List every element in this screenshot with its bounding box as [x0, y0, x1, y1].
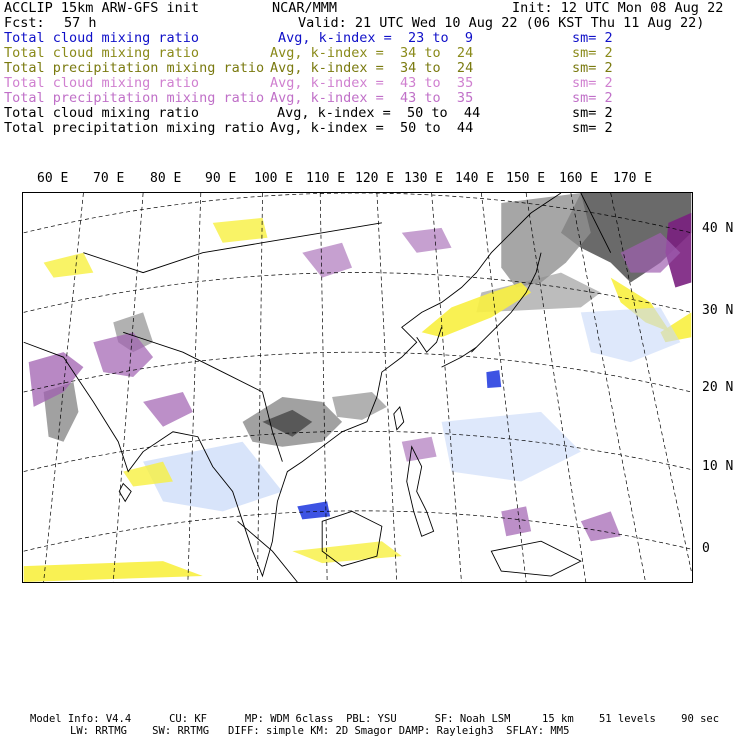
longitude-label: 80 E — [150, 171, 182, 186]
legend-field-name: Total precipitation mixing ratio — [4, 90, 265, 106]
longitude-label: 60 E — [37, 171, 69, 186]
legend-smoothing: sm= 2 — [572, 120, 613, 136]
forecast-hour-label: Fcst: — [4, 15, 45, 31]
model-info-line-1: Model Info: V4.4 CU: KF MP: WDM 6class PBL: YSU SF: Noah LSM 15 km 51 levels 90 sec — [30, 713, 720, 725]
latitude-label: 0 — [702, 541, 710, 556]
longitude-label: 70 E — [93, 171, 125, 186]
legend-k-index-range: Avg, k-index = 34 to 24 — [270, 45, 474, 61]
legend-smoothing: sm= 2 — [572, 90, 613, 106]
legend-smoothing: sm= 2 — [572, 75, 613, 91]
longitude-label: 130 E — [404, 171, 444, 186]
legend-smoothing: sm= 2 — [572, 105, 613, 121]
model-info-line-2: LW: RRTMG SW: RRTMG DIFF: simple KM: 2D Smagor DAMP: Rayleigh3 SFLAY: MM5 — [70, 725, 570, 737]
latitude-label: 40 N — [702, 221, 734, 236]
figure-title: ACCLIP 15km ARW-GFS init — [4, 0, 200, 16]
field-patch — [486, 370, 501, 388]
latitude-label: 10 N — [702, 459, 734, 474]
legend-field-name: Total cloud mixing ratio — [4, 105, 200, 121]
longitude-label: 140 E — [455, 171, 495, 186]
center-label: NCAR/MMM — [272, 0, 338, 16]
field-patch — [501, 506, 531, 536]
longitude-label: 120 E — [355, 171, 395, 186]
longitude-label: 90 E — [205, 171, 237, 186]
legend-k-index-range: Avg, k-index = 34 to 24 — [270, 60, 474, 76]
longitude-label: 160 E — [559, 171, 599, 186]
legend-k-index-range: Avg, k-index = 23 to 9 — [278, 30, 474, 46]
legend-field-name: Total cloud mixing ratio — [4, 30, 200, 46]
latitude-label: 30 N — [702, 303, 734, 318]
longitude-label: 100 E — [254, 171, 294, 186]
longitude-label: 110 E — [306, 171, 346, 186]
latitude-label: 20 N — [702, 380, 734, 395]
init-time: Init: 12 UTC Mon 08 Aug 22 — [512, 0, 724, 16]
legend-smoothing: sm= 2 — [572, 45, 613, 61]
legend-field-name: Total precipitation mixing ratio — [4, 60, 265, 76]
legend-k-index-range: Avg, k-index = 50 to 44 — [277, 105, 481, 121]
legend-k-index-range: Avg, k-index = 43 to 35 — [270, 90, 474, 106]
legend-field-name: Total cloud mixing ratio — [4, 45, 200, 61]
map-panel — [22, 192, 693, 583]
legend-smoothing: sm= 2 — [572, 60, 613, 76]
valid-time: Valid: 21 UTC Wed 10 Aug 22 (06 KST Thu 11 Aug 22) — [298, 15, 705, 31]
longitude-label: 150 E — [506, 171, 546, 186]
legend-k-index-range: Avg, k-index = 50 to 44 — [270, 120, 474, 136]
forecast-hour-value: 57 h — [64, 15, 97, 31]
longitude-label: 170 E — [613, 171, 653, 186]
legend-smoothing: sm= 2 — [572, 30, 613, 46]
legend-field-name: Total precipitation mixing ratio — [4, 120, 265, 136]
legend-field-name: Total cloud mixing ratio — [4, 75, 200, 91]
legend-k-index-range: Avg, k-index = 43 to 35 — [270, 75, 474, 91]
